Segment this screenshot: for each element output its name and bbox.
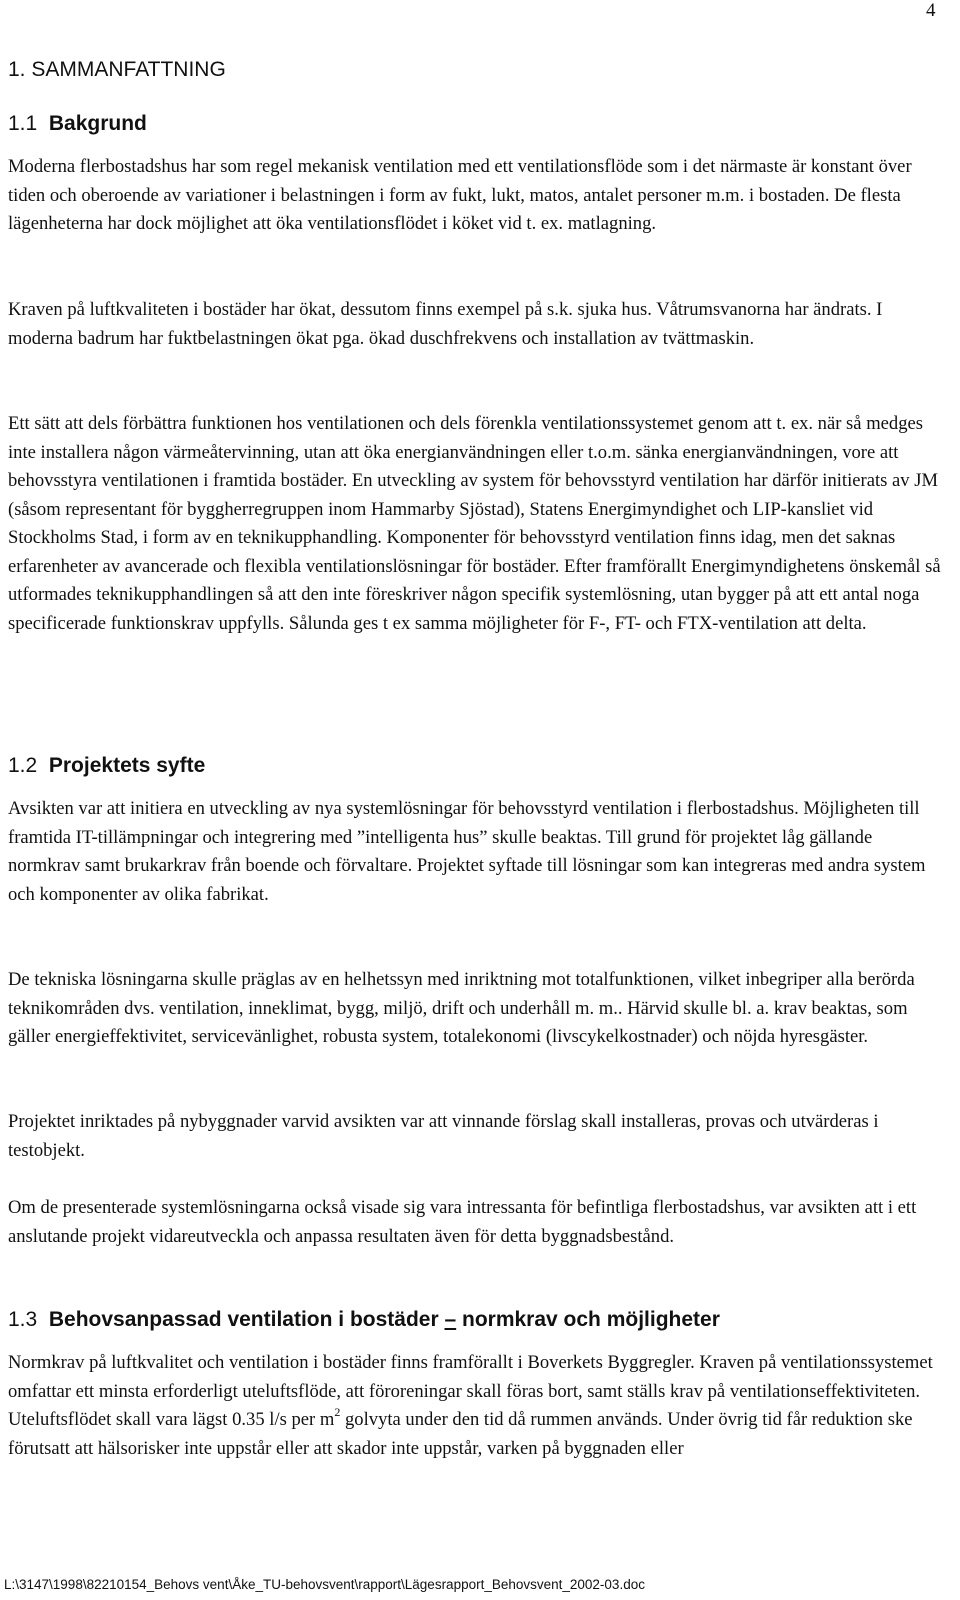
section-heading-1-3 <box>8 1308 720 1332</box>
footer-file-path: L:\3147\1998\82210154_Behovs vent\Åke_TU-behovsvent\rapport\Lägesrapport_Behovsvent_2002-03.doc <box>4 1577 645 1592</box>
section-title: Bakgrund <box>48 112 147 135</box>
paragraph-purpose-1: Avsikten var att initiera en utveckling av nya systemlösningar för behovsstyrd ventilation i flerbostadshus. Möjligheten till framtida IT-tillämpningar och integrering med ”intelligenta hus” skulle beaktas. Till grund för projektet låg gällande normkrav samt brukarkrav från boende och förvaltare. Projektet syftade till lösningar som kan integreras med andra system och komponenter av olika fabrikat. <box>8 798 926 905</box>
section-title: Behovsanpassad ventilation i bostäder <box>48 1308 445 1331</box>
section-title: Projektets syfte <box>48 754 206 777</box>
paragraph-background-3: Ett sätt att dels förbättra funktionen hos ventilationen och dels förenkla ventilationssystemet genom att t. ex. när så medges inte installera någon värmeåtervinning, utan att öka energianvändningen eller t.o.m. sänka energianvändningen, vore att behovsstyra ventilationen i framtida bostäder. En utveckling av system för behovsstyrd ventilation har därför initierats av JM (såsom representant för byggherregruppen inom Hammarby Sjöstad), Statens Energimyndighet och LIP-kansliet vid Stockholms Stad, i form av en teknikupphandling. Komponenter för behovsstyrd ventilation finns idag, men det saknas erfarenheter av avancerade och flexibla ventilationslösningar för bostäder. Efter framförallt Energimyndighetens önskemål så utformades teknikupphandlingen så att den inte föreskriver någon specifik systemlösning, utan bygger på att ett antal noga specificerade funktionskrav uppfylls. Sålunda ges t ex samma möjligheter för F-, FT- och FTX-ventilation att delta. <box>8 413 941 634</box>
paragraph-background-2: Kraven på luftkvaliteten i bostäder har ökat, dessutom finns exempel på s.k. sjuka hus. Våtrumsvanorna har ändrats. I moderna badrum har fuktbelastningen ökat pga. ökad duschfrekvens och installation av tvättmaskin. <box>8 299 883 349</box>
paragraph-purpose-4: Om de presenterade systemlösningarna också visade sig vara intressanta för befintliga flerbostadshus, var avsikten att i ett anslutande projekt vidareutveckla och anpassa resultaten även för detta byggnadsbestånd. <box>8 1197 917 1247</box>
section-number: 1.3 <box>8 1308 38 1331</box>
section-number: 1.1 <box>8 112 38 135</box>
page-number: 4 <box>926 0 936 21</box>
section-heading-1-1 <box>8 112 147 136</box>
title-dash: – <box>444 1308 457 1331</box>
section-number: 1.2 <box>8 754 38 777</box>
norms-text-part1: Normkrav på luftkvalitet och ventilation i bostäder finns framförallt i Boverkets Byggregler. Kraven på ventilationssystemet omfattar ett minsta erforderligt uteluftsflöde, att föroreningar skall föras bort, samt ställs krav på ventilationseffektiviteten. Uteluftsflödet skall vara lägst 0.35 l/s per m <box>8 1352 933 1430</box>
paragraph-purpose-2: De tekniska lösningarna skulle präglas av en helhetssyn med inriktning mot totalfunktionen, vilket inbegriper alla berörda teknikområden dvs. ventilation, inneklimat, bygg, miljö, drift och underhåll m. m.. Härvid skulle bl. a. krav beaktas, som gäller energieffektivitet, servicevänlighet, robusta system, totalekonomi (livscykelkostnader) och nöjda hyresgäster. <box>8 969 915 1047</box>
paragraph-background-1: Moderna flerbostadshus har som regel mekanisk ventilation med ett ventilationsflöde som i det närmaste är konstant över tiden och oberoende av variationer i belastningen i form av fukt, lukt, matos, antalet personer m.m. i bostaden. De flesta lägenheterna har dock möjlighet att öka ventilationsflödet i köket vid t. ex. matlagning. <box>8 156 912 234</box>
norms-text-part2: golvyta under den tid då rummen används. Under övrig tid får reduktion ske förutsatt att hälsorisker inte uppstår eller att skador inte uppstår, varken på byggnaden eller <box>8 1409 913 1459</box>
superscript-two: 2 <box>334 1404 341 1419</box>
section-title-continued: normkrav och möjligheter <box>456 1308 720 1331</box>
paragraph-norms-1 <box>8 1349 943 1463</box>
chapter-heading: 1. SAMMANFATTNING <box>8 58 226 81</box>
section-heading-1-2 <box>8 754 205 778</box>
paragraph-purpose-3: Projektet inriktades på nybyggnader varvid avsikten var att vinnande förslag skall installeras, provas och utvärderas i testobjekt. <box>8 1111 879 1161</box>
